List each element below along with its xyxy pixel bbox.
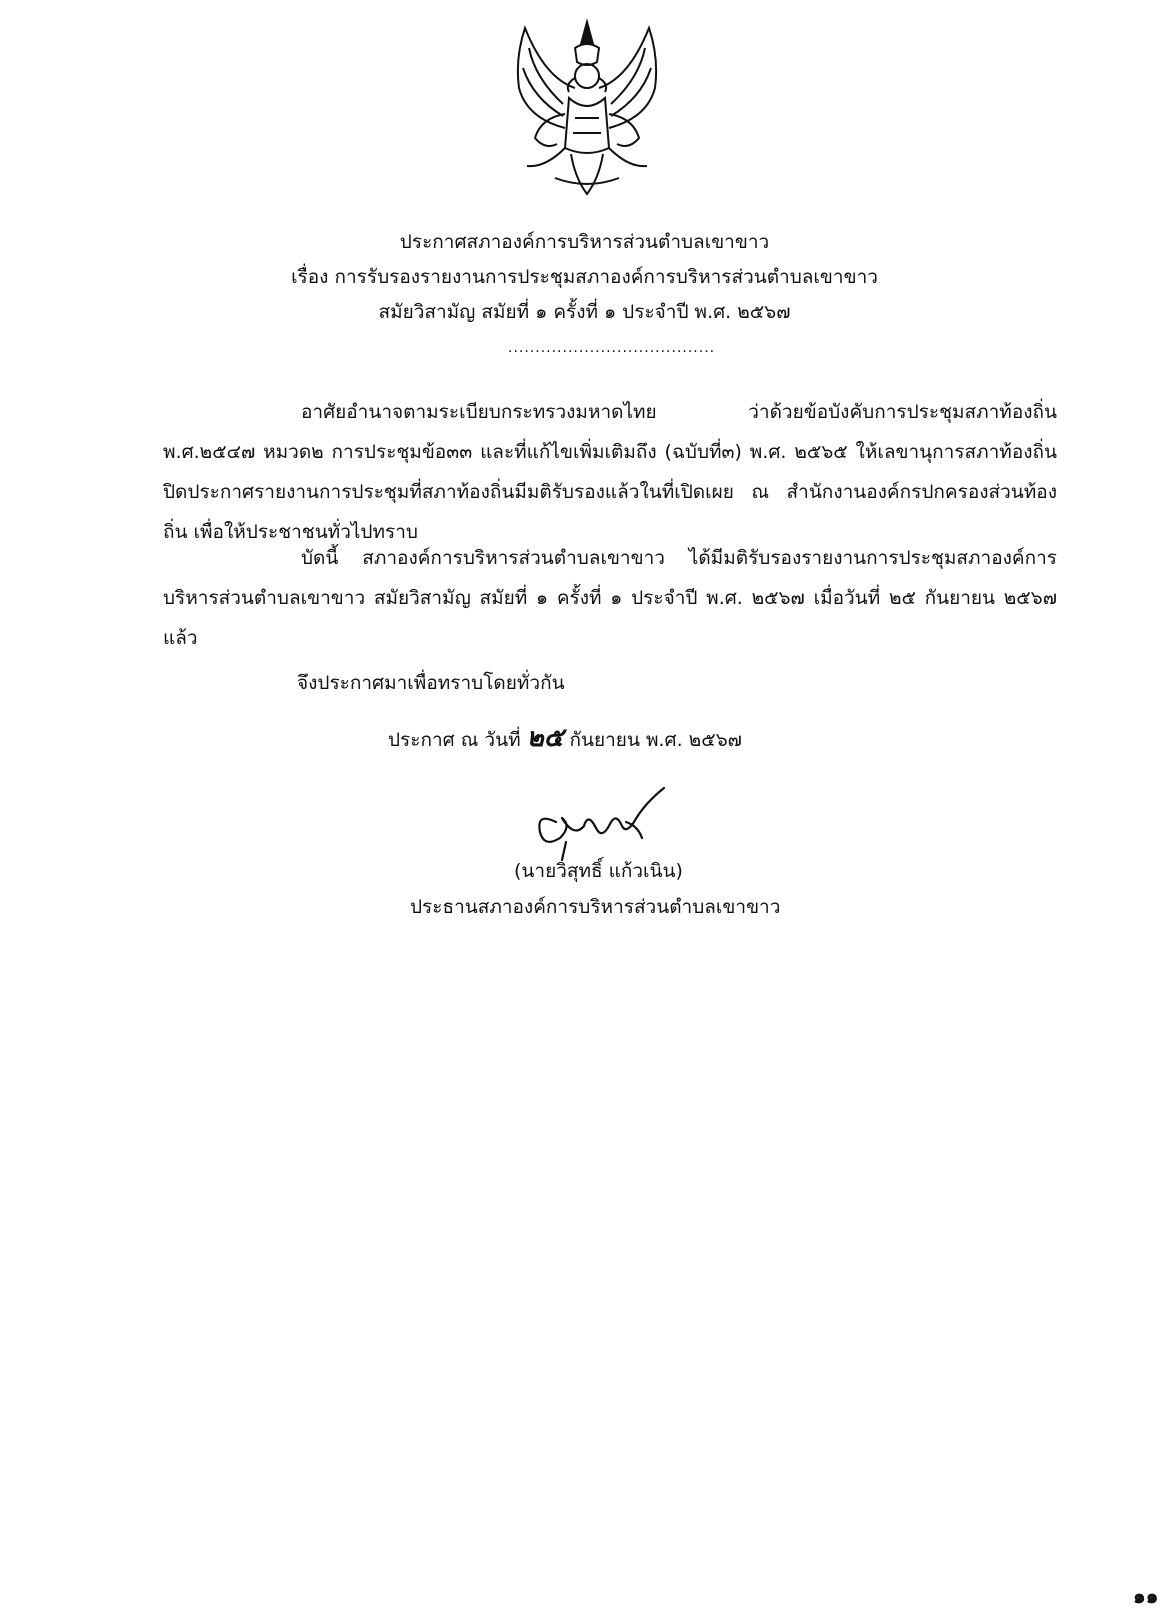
separator-dots: ...................................... [508,340,716,356]
announcement-date [388,717,742,758]
handwritten-day: ๒๕ [526,723,564,753]
body-paragraph-1: อาศัยอำนาจตามระเบียบกระทรวงมหาดไทย ว่าด้วยข้อบังคับการประชุมสภาท้องถิ่น พ.ศ.๒๕๔๗ หมวด๒ การประชุมข้อ๓๓ และที่แก้ไขเพิ่มเติมถึง (ฉบับที่๓) พ.ศ. ๒๕๖๕ ให้เลขานุการสภาท้องถิ่นปิดประกาศรายงานการประชุมที่สภาท้องถิ่นมีมติรับรองแล้วในที่เปิดเผย ณ สำนักงานองค์กรปกครองส่วนท้องถิ่น เพื่อให้ประชาชนทั่วไปทราบ [163,401,1057,543]
announcement-session: สมัยวิสามัญ สมัยที่ ๑ ครั้งที่ ๑ ประจำปี พ.ศ. ๒๕๖๗ [378,301,791,323]
date-prefix: ประกาศ ณ วันที่ [388,729,521,751]
garuda-emblem [505,18,670,200]
handwritten-signature [526,782,666,862]
date-suffix: กันยายน พ.ศ. ๒๕๖๗ [569,729,742,751]
announcement-title: ประกาศสภาองค์การบริหารส่วนตำบลเขาขาว [399,231,770,253]
closing-sentence: จึงประกาศมาเพื่อทราบโดยทั่วกัน [297,672,565,694]
announcement-subject: เรื่อง การรับรองรายงานการประชุมสภาองค์การบริหารส่วนตำบลเขาขาว [291,266,878,288]
page-number: ๑๑ [1133,1584,1159,1608]
body-paragraph-2: บัดนี้ สภาองค์การบริหารส่วนตำบลเขาขาว ได้มีมติรับรองรายงานการประชุมสภาองค์การบริหารส่วนตำบลเขาขาว สมัยวิสามัญ สมัยที่ ๑ ครั้งที่ ๑ ประจำปี พ.ศ. ๒๕๖๗ เมื่อวันที่ ๒๕ กันยายน ๒๕๖๗ แล้ว [163,547,1057,649]
